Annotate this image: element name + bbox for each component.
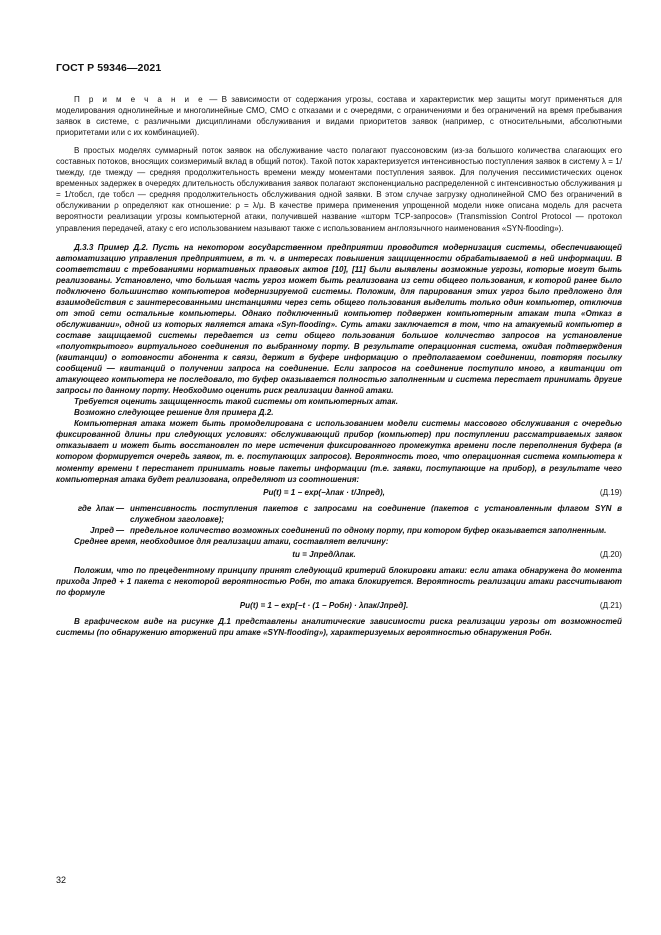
paragraph-example-d2: Д.3.3 Пример Д.2. Пусть на некотором государственном предприятии проводится модернизация системы, обеспечивающей автоматизацию управления предприятием, в т. ч. в интересах повышения защищенности обрабатываемой в ней информации. В соответствии с требованиями нормативных правовых актов [10], [11] были выявлены возможные угрозы, которые могут быть реализованы. Установлено, что большая часть угроз может быть реализована из сети общего пользования, к которой ранее было подключено большинство компьютеров модернизируемой системы. Положим, для парирования этих угроз было предложено для взаимодействия с заинтересованными инстанциями через сеть общего пользования выделить только один компьютер, отключив от этой сети остальные компьютеры. Однако подключенный компьютер подвержен компьютерным атакам типа «Отказ в обслуживании», одной из которых является атака «Syn-flooding». Суть атаки заключается в том, что на атакуемый компьютер в составе защищаемой системы передается из сети общего пользования большое количество запросов на установление «полуоткрытого» виртуального соединения по выбранному порту. В результате операционная система, ожидая подтверждения (квитанции) о готовности абонента к связи, держит в буфере информацию о предполагаемом соединении, повторяя посылку сообщений — квитанций о получении запроса на соединение. Если запросов на соединение поступило много, а квитанции от атакующего компьютера не последовало, то буфер оказывается полностью заполненным и система перестает принимать другие запросы по данному порту. Необходимо оценить риск реализации данной атаки. xyxy=(56,242,622,396)
formula-d20-expression: tu = Jпред/λпак. xyxy=(292,549,356,559)
note-text: — В зависимости от содержания угрозы, состава и характеристик мер защиты могут применяться для моделирования однолинейные и многолинейные СМО, СМО с отказами и с очередями, с ограничениями и без ограничений на время пребывания заявок в системе, с различными дисциплинами обслуживания и видами приоритетов заявок (например, с относительными, абсолютными приоритетами или с их комбинацией). xyxy=(56,95,622,138)
document-body xyxy=(56,94,622,638)
definition-lambda-pak: интенсивность поступления пакетов с запросами на соединение (пакетов с установленным флагом SYN в служебном заголовке); xyxy=(130,503,622,524)
formula-d20-number: (Д.20) xyxy=(599,549,622,559)
where-definitions xyxy=(56,503,622,536)
symbol-j-pred: Jпред xyxy=(90,525,114,535)
page-number: 32 xyxy=(56,875,67,885)
formula-d19-expression: Pu(t) = 1 − exp(−λпак · t/Jпред), xyxy=(263,487,385,497)
note-paragraph xyxy=(56,94,622,138)
formula-d19-number: (Д.19) xyxy=(599,487,622,497)
standard-header: ГОСТ Р 59346—2021 xyxy=(56,62,162,74)
formula-d21-number: (Д.21) xyxy=(599,600,622,610)
paragraph-mean-time: Среднее время, необходимое для реализации атаки, составляет величину: xyxy=(74,536,389,546)
formula-d21 xyxy=(56,600,622,614)
paragraph-attack-model: Компьютерная атака может быть промоделирована с использованием модели системы массового обслуживания с очередью фиксированной длины при следующих условиях: обслуживающий прибор (компьютер) при поступлении рассматриваемых заявок отказывает и может быть восстановлен по мере истечения фиксированного промежутка времени после переполнения буфера (в котором формируется очередь заявок, т. е. поступающих запросов). Вероятность того, что операционная система компьютера к моменту времени t перестанет принимать новые пакеты информации (т.е. заявки, поступающие на прибор), в результате чего компьютерная атака будет реализована, определяют из соотношения: xyxy=(56,419,622,484)
definition-dash: — xyxy=(116,503,125,513)
symbol-lambda-pak: λпак xyxy=(95,503,114,513)
formula-d20 xyxy=(56,549,622,563)
paragraph-figure-reference: В графическом виде на рисунке Д.1 представлены аналитические зависимости риска реализации угрозы от возможностей системы (по обнаружению вторжений при атаке «SYN-flooding»), характеризуемых вероятностью обнаружения Pобн. xyxy=(56,616,622,637)
where-label: где λпак xyxy=(77,503,114,513)
definition-j-pred: предельное количество возможных соединений по одному порту, при котором буфер оказывается заполненным. xyxy=(130,525,607,535)
paragraph-queue-model: В простых моделях суммарный поток заявок на обслуживание часто полагают пуассоновским (из-за большого количества слагающих его составных потоков, вносящих соизмеримый вклад в общий поток). Такой поток характеризуется интенсивностью поступления заявок в систему λ = 1/τмежду, где τмежду — средняя продолжительность времени между моментами поступления заявок. Для получения пессимистических оценок временных задержек в очередях длительность обслуживания заявок полагают экспоненциально распределенной с интенсивностью обслуживания μ = 1/τобсл, где τобсл — средняя продолжительность обслуживания одной заявки. В этом случае загрузку однолинейной СМО без ограничений в обслуживании ρ определяют как отношение: ρ = λ/μ. В качестве примера применения упрощенной модели ниже описана модель для расчета вероятности реализации угрозы компьютерной атаки, получившей название «шторм TCP-запросов» (Transmission Control Protocol — протокол управления передачей, атаку с его использованием называют также с использованием англоязычного наименования «SYN-flooding»). xyxy=(56,146,622,233)
note-label: П р и м е ч а н и е xyxy=(74,95,205,104)
paragraph-blocking-criterion: Положим, что по прецедентному принципу принят следующий критерий блокировки атаки: если атака обнаружена до момента прихода Jпред + 1 пакета с некоторой вероятностью Pобн, то атака блокируется. Вероятность реализации атаки рассчитывают по формуле xyxy=(56,565,622,597)
formula-d19 xyxy=(56,487,622,501)
formula-d21-expression: Pu(t) = 1 − exp[−t · (1 − Pобн) · λпак/Jпред]. xyxy=(239,600,409,610)
paragraph-solution-intro: Возможно следующее решение для примера Д.2. xyxy=(74,408,274,418)
definition-dash: — xyxy=(116,525,125,535)
paragraph-task: Требуется оценить защищенность такой системы от компьютерных атак. xyxy=(74,397,398,407)
